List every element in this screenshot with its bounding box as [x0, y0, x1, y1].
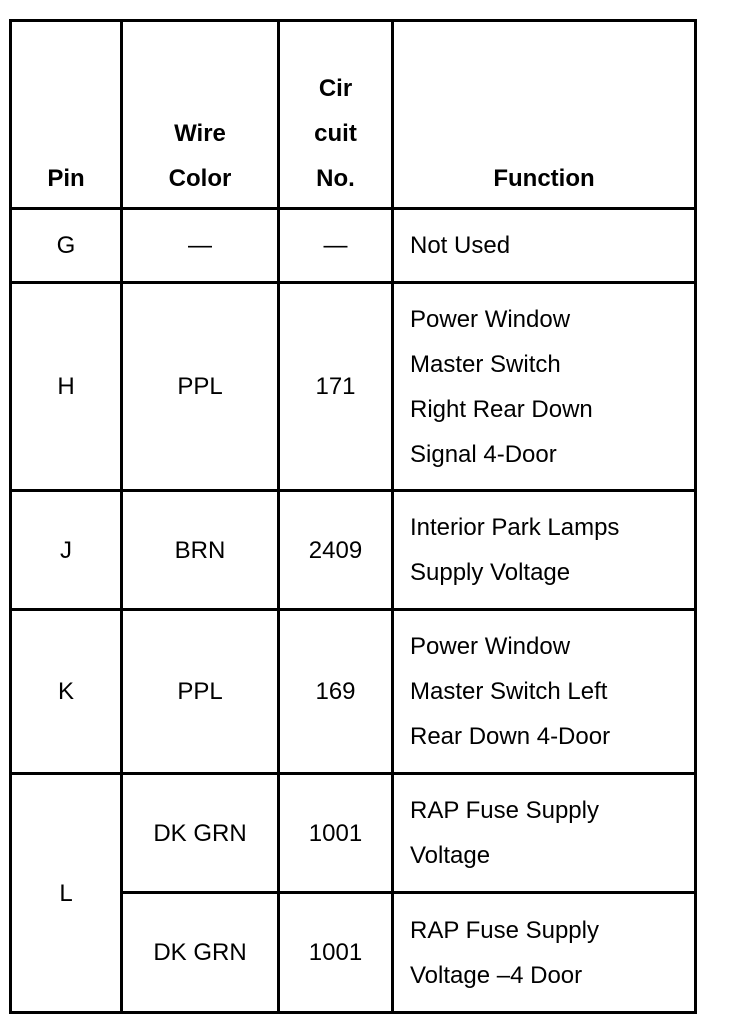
pin-function-table	[9, 19, 697, 1014]
cell-wire-color: DK GRN	[122, 893, 279, 1013]
cell-circuit: 171	[279, 283, 393, 491]
cell-pin: K	[11, 610, 122, 774]
cell-pin: J	[11, 491, 122, 610]
header-circuit-no: Cir cuit No.	[279, 21, 393, 209]
cell-circuit: —	[279, 209, 393, 283]
table-row-k	[11, 610, 696, 774]
header-function: Function	[393, 21, 696, 209]
cell-circuit: 1001	[279, 774, 393, 893]
cell-function: Power Window Master Switch Left Rear Down 4-Door	[393, 610, 696, 774]
header-row	[11, 21, 696, 209]
cell-function: Not Used	[393, 209, 696, 283]
cell-pin: G	[11, 209, 122, 283]
cell-wire-color: BRN	[122, 491, 279, 610]
table-row-j	[11, 491, 696, 610]
cell-circuit: 1001	[279, 893, 393, 1013]
cell-pin: L	[11, 774, 122, 1013]
table-row-h	[11, 283, 696, 491]
table-row-l-1	[11, 774, 696, 893]
cell-function: Power Window Master Switch Right Rear Down Signal 4-Door	[393, 283, 696, 491]
cell-function: RAP Fuse Supply Voltage	[393, 774, 696, 893]
cell-wire-color: PPL	[122, 610, 279, 774]
cell-function: Interior Park Lamps Supply Voltage	[393, 491, 696, 610]
header-wire-color: Wire Color	[122, 21, 279, 209]
cell-circuit: 2409	[279, 491, 393, 610]
cell-pin: H	[11, 283, 122, 491]
cell-wire-color: PPL	[122, 283, 279, 491]
cell-circuit: 169	[279, 610, 393, 774]
header-pin: Pin	[11, 21, 122, 209]
cell-function: RAP Fuse Supply Voltage –4 Door	[393, 893, 696, 1013]
cell-wire-color: —	[122, 209, 279, 283]
cell-wire-color: DK GRN	[122, 774, 279, 893]
table-row-g	[11, 209, 696, 283]
